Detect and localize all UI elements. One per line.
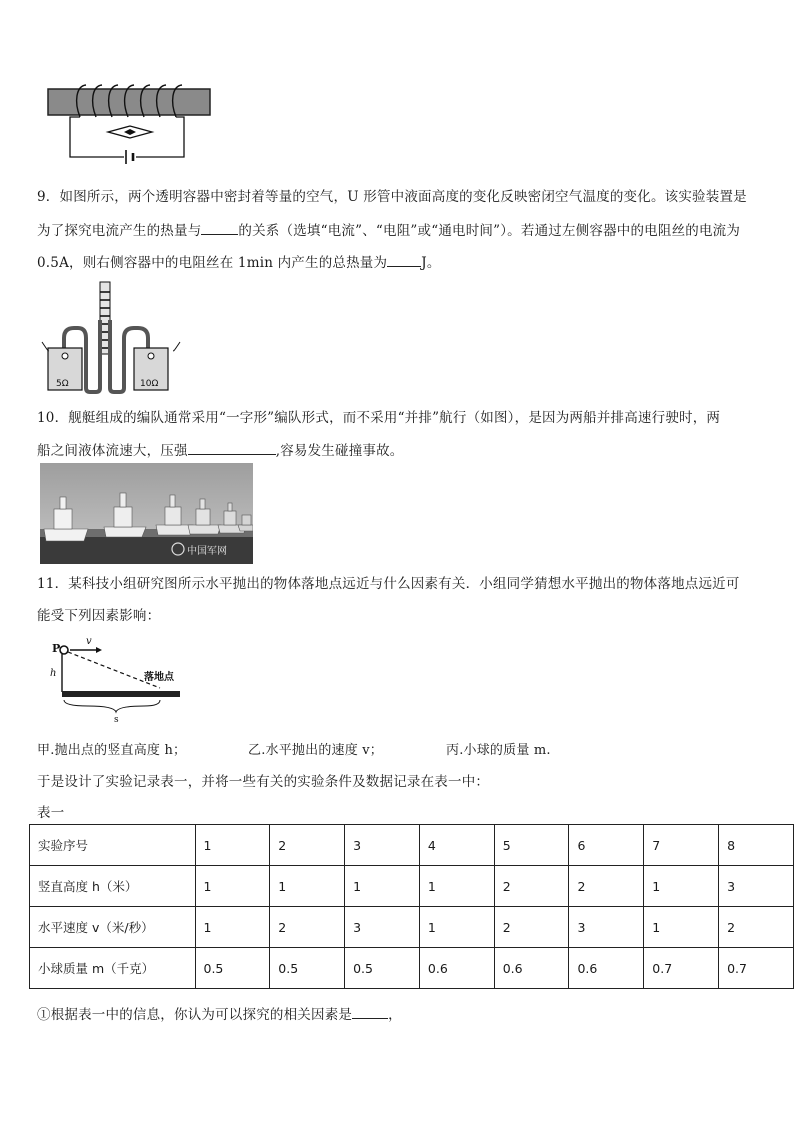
table-cell: 1 <box>419 907 494 948</box>
ball <box>60 646 68 654</box>
label-s: s <box>114 715 119 725</box>
row-header-trial: 实验序号 <box>30 825 196 866</box>
table-cell: 3 <box>345 825 420 866</box>
table-cell: 3 <box>719 866 794 907</box>
compass-needle-icon <box>108 126 152 138</box>
q11-question-1 <box>37 1003 402 1023</box>
coil-circuit-figure <box>40 80 220 165</box>
ground <box>62 691 180 697</box>
table-cell: 0.6 <box>419 948 494 989</box>
table-cell: 1 <box>345 866 420 907</box>
q11-line-3: 于是设计了实验记录表一，并将一些有关的实验条件及数据记录在表一中： <box>37 774 490 790</box>
q11-line-2: 能受下列因素影响： <box>37 608 161 624</box>
q11-question-1-text: ①根据表一中的信息，你认为可以探究的相关因素是 <box>37 1007 353 1023</box>
answer-blank-q11-1[interactable] <box>352 1004 388 1019</box>
q11-line-1: 11．某科技小组研究图所示水平抛出的物体落地点远近与什么因素有关．小组同学猜想水平抛出的物体落地点远近可 <box>37 576 740 592</box>
q9-line-3-start: 0.5A，则右侧容器中的电阻丝在 1min 内产生的总热量为 <box>37 255 388 271</box>
q9-line-3-end: J。 <box>421 255 441 271</box>
warship-formation-photo <box>40 463 253 564</box>
q9-line-2-start: 为了探究电流产生的热量与 <box>37 223 202 239</box>
photo-watermark: 中国军网 <box>187 546 227 557</box>
table-cell: 1 <box>644 907 719 948</box>
label-v: v <box>86 636 92 647</box>
iron-core <box>48 89 210 115</box>
table-cell: 0.7 <box>644 948 719 989</box>
table-cell: 0.7 <box>719 948 794 989</box>
table-cell: 2 <box>270 907 345 948</box>
right-resistor-label: 10Ω <box>140 379 159 389</box>
table-cell: 1 <box>195 825 270 866</box>
factor-mass: 丙.小球的质量 m. <box>446 743 551 758</box>
table-cell: 7 <box>644 825 719 866</box>
table-cell: 0.5 <box>195 948 270 989</box>
q10-line-2 <box>37 439 404 459</box>
factor-height: 甲.抛出点的竖直高度 h； <box>37 743 187 758</box>
q10-line-2-end: ,容易发生碰撞事故。 <box>275 443 404 459</box>
q9-line-3 <box>37 251 441 271</box>
table-cell: 0.5 <box>270 948 345 989</box>
table-cell: 0.6 <box>494 948 569 989</box>
row-header-height: 竖直高度 h（米） <box>30 866 196 907</box>
q10-line-1: 10．舰艇组成的编队通常采用“一字形”编队形式，而不采用“并排”航行（如图），是因为两船并排高速行驶时，两 <box>37 410 721 426</box>
table-cell: 1 <box>195 866 270 907</box>
table-cell: 2 <box>569 866 644 907</box>
table-cell: 8 <box>719 825 794 866</box>
row-header-mass: 小球质量 m（千克） <box>30 948 196 989</box>
table-row <box>30 948 794 989</box>
table-row <box>30 907 794 948</box>
table-cell: 1 <box>644 866 719 907</box>
circuit-wire <box>70 117 124 157</box>
table-cell: 3 <box>345 907 420 948</box>
label-p: P <box>52 642 61 655</box>
q9-line-2-end: 的关系（选填“电流”、“电阻”或“通电时间”）。若通过左侧容器中的电阻丝的电流为 <box>238 223 741 239</box>
table-cell: 1 <box>419 866 494 907</box>
table-row <box>30 866 794 907</box>
answer-blank-q10[interactable] <box>188 440 276 455</box>
table-title: 表一 <box>37 805 65 821</box>
table-row <box>30 825 794 866</box>
q11-question-1-end: ， <box>388 1007 402 1023</box>
u-tube-experiment-figure <box>40 280 190 395</box>
experiment-table <box>29 824 794 989</box>
factor-speed: 乙.水平抛出的速度 v； <box>248 743 384 758</box>
q9-line-1: 9．如图所示，两个透明容器中密封着等量的空气，U 形管中液面高度的变化反映密闭空气温度的变化。该实验装置是 <box>37 189 747 205</box>
table-cell: 0.6 <box>569 948 644 989</box>
table-cell: 2 <box>719 907 794 948</box>
table-cell: 0.5 <box>345 948 420 989</box>
projectile-figure <box>48 636 188 726</box>
table-cell: 2 <box>494 907 569 948</box>
answer-blank-q9-1[interactable] <box>201 220 238 235</box>
row-header-speed: 水平速度 v（米/秒） <box>30 907 196 948</box>
table-cell: 4 <box>419 825 494 866</box>
distance-brace <box>64 700 160 712</box>
table-cell: 5 <box>494 825 569 866</box>
table-cell: 6 <box>569 825 644 866</box>
table-cell: 3 <box>569 907 644 948</box>
label-landing: 落地点 <box>144 672 174 683</box>
table-cell: 1 <box>270 866 345 907</box>
answer-blank-q9-2[interactable] <box>387 252 421 267</box>
left-resistor-label: 5Ω <box>56 379 69 389</box>
table-cell: 2 <box>270 825 345 866</box>
label-h: h <box>50 668 57 679</box>
table-cell: 2 <box>494 866 569 907</box>
q10-line-2-start: 船之间液体流速大，压强 <box>37 443 188 459</box>
table-cell: 1 <box>195 907 270 948</box>
q9-line-2 <box>37 219 740 239</box>
